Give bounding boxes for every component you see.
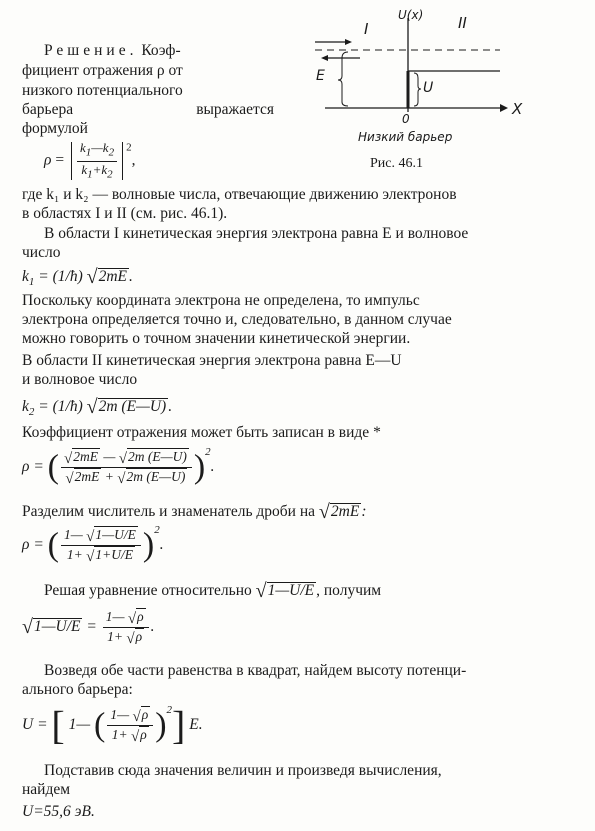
- origin-label: 0: [402, 112, 410, 126]
- x-axis-label: X: [512, 100, 523, 118]
- text-line: Возведя обе части равенства в квадрат, найдем высоту потенци-: [44, 662, 467, 679]
- formula-root: √1—U/E = $\frac{1— √\rho}{1+ √\rho}$ .: [22, 609, 155, 647]
- text-line: формулой: [22, 120, 88, 137]
- figure-caption: Рис. 46.1: [370, 156, 423, 171]
- u-label: U: [423, 80, 434, 96]
- text-line: В области II кинетическая энергия электрона равна E—U: [22, 352, 402, 369]
- text-line: где k₁ и k₂ — волновые числа, отвечающие движению электронов: [22, 186, 457, 203]
- solution-heading: Решение.: [44, 42, 138, 59]
- text-line: Решая уравнение относительно √1—U/E , получим: [44, 580, 382, 602]
- text-line: электрона определяется точно и, следовательно, в данном случае: [22, 311, 452, 328]
- text-line: Разделим числитель и знаменатель дроби на √2mE :: [22, 501, 367, 523]
- text-line: и волновое число: [22, 371, 138, 388]
- u-brace: [414, 73, 421, 106]
- formula-k2: $k_2$ = (1/ħ) √2m (E—U) .: [22, 396, 173, 419]
- text-line: число: [22, 244, 61, 261]
- region-1-label: I: [364, 20, 369, 38]
- text-line: в областях I и II (см. рис. 46.1).: [22, 205, 228, 222]
- text-line: найдем: [22, 781, 71, 798]
- text-line: фициент отражения ρ от: [22, 62, 183, 79]
- text-line: низкого потенциального: [22, 82, 183, 99]
- text-line: Поскольку координата электрона не определена, то импульс: [22, 292, 420, 309]
- text-line: можно говорить о точном значении кинетической энергии.: [22, 330, 411, 347]
- text-line: Коэффициент отражения может быть записан в виде *: [22, 424, 381, 441]
- text-line: В области I кинетическая энергия электрона равна E и волновое: [44, 225, 469, 242]
- region-2-label: II: [458, 14, 467, 32]
- final-result: U=55,6 эВ.: [22, 803, 95, 820]
- formula-rho-expanded: ρ = ( $\frac{√2mE — √2m (E—U)}{√2mE + √2m (E—U)}$ )$^2$.: [22, 446, 215, 487]
- e-label: E: [316, 68, 325, 84]
- e-brace: [338, 52, 348, 106]
- text-line: Подставив сюда значения величин и произведя вычисления,: [44, 762, 442, 779]
- axis-u-label: U(x): [398, 8, 424, 22]
- potential-barrier-figure: [290, 0, 590, 175]
- formula-rho: ρ = $\frac{k_1—k_2}{k_1+k_2}$ $^2$,: [44, 140, 136, 181]
- formula-k1: $k_1$ = (1/ħ) √2mE .: [22, 266, 133, 289]
- text-line: ального барьера:: [22, 681, 133, 698]
- formula-u: U = [ 1— ( $\frac{1— √\rho}{1+ √\rho}$ )$^2$] E.: [22, 702, 203, 748]
- barrier-label: Низкий барьер: [358, 130, 453, 144]
- x-axis-arrow: [500, 104, 508, 112]
- formula-rho-simplified: ρ = ( $\frac{1— √1—U/E}{1+ √1+U/E}$ )$^2$.: [22, 524, 164, 565]
